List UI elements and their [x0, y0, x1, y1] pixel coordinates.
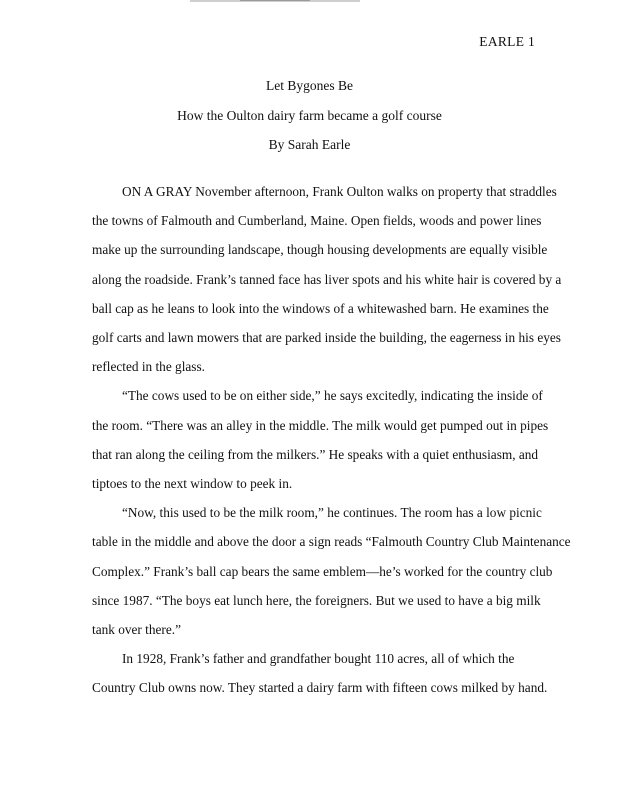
scan-artifact-line-dark [240, 0, 310, 1]
paragraph-3 [92, 498, 571, 644]
text-line: the room. “There was an alley in the middle. The milk would get pumped out in pipes [92, 417, 549, 433]
text-line: golf carts and lawn mowers that are parked inside the building, the eagerness in his eyes [92, 330, 561, 346]
page-number-header: EARLE 1 [479, 34, 535, 49]
text-line: In 1928, Frank’s father and grandfather bought 110 acres, all of which the [122, 651, 515, 667]
article-subtitle: How the Oulton dairy farm became a golf course [177, 107, 442, 123]
paragraph-4 [92, 644, 548, 702]
text-line: tank over there.” [92, 622, 181, 638]
article-body [92, 177, 571, 703]
text-line: ball cap as he leans to look into the windows of a whitewashed barn. He examines the [92, 300, 549, 316]
paragraph-1 [92, 177, 562, 381]
text-line: table in the middle and above the door a sign reads “Falmouth Country Club Maintenance [92, 534, 571, 550]
text-line: Country Club owns now. They started a dairy farm with fifteen cows milked by hand. [92, 680, 548, 696]
article-byline: By Sarah Earle [268, 137, 351, 152]
paragraph-2 [92, 381, 549, 498]
text-line: “Now, this used to be the milk room,” he continues. The room has a low picnic [122, 505, 542, 521]
text-line: that ran along the ceiling from the milkers.” He speaks with a quiet enthusiasm, and [92, 446, 539, 462]
article-title: Let Bygones Be [266, 78, 353, 93]
text-line: reflected in the glass. [92, 359, 205, 375]
text-line: Complex.” Frank’s ball cap bears the same emblem—he’s worked for the country club [92, 563, 553, 579]
text-line: the towns of Falmouth and Cumberland, Maine. Open fields, woods and power lines [92, 213, 542, 229]
text-line: tiptoes to the next window to peek in. [92, 476, 293, 492]
title-block [0, 71, 619, 160]
text-line: since 1987. “The boys eat lunch here, the foreigners. But we used to have a big milk [92, 592, 541, 608]
text-line: ON A GRAY November afternoon, Frank Oulton walks on property that straddles [122, 184, 557, 199]
text-line: “The cows used to be on either side,” he says excitedly, indicating the inside of [122, 388, 543, 404]
text-line: make up the surrounding landscape, though housing developments are equally visible [92, 242, 548, 258]
text-line: along the roadside. Frank’s tanned face has liver spots and his white hair is covered by a [92, 271, 562, 287]
